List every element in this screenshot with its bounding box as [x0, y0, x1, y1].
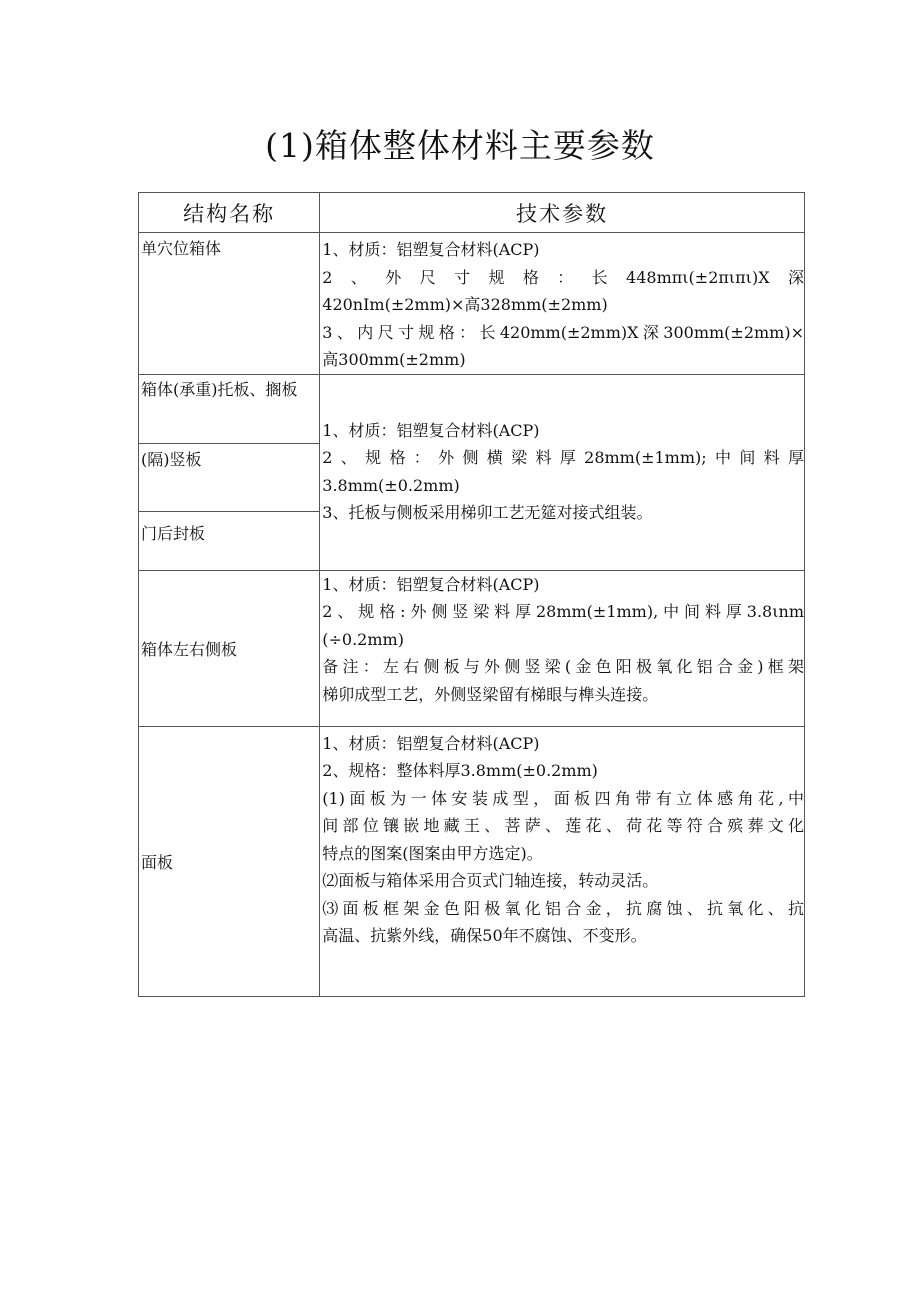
spec-line: 2、规格:外侧竖梁料厚28mm(±1mm),中间料厚3.8ιnm: [322, 602, 804, 621]
header-structure-name: 结构名称: [139, 193, 320, 233]
structure-name-cell: [139, 233, 320, 375]
spec-line: 高温、抗紫外线，确保50年不腐蚀、不变形。: [322, 926, 647, 945]
header-tech-params: 技术参数: [320, 193, 805, 233]
structure-name: 面板: [141, 852, 174, 872]
parameter-table: [138, 192, 805, 997]
spec-line: ⑶面板框架金色阳极氧化铝合金，抗腐蚀、抗氧化、抗: [322, 898, 804, 918]
spec-line: 2、规格：整体料厚3.8mm(±0.2mm): [322, 761, 598, 780]
spec-line: 间部位镶嵌地藏王、菩萨、莲花、荷花等符合殡葬文化: [322, 816, 804, 835]
spec-line: 1、材质：铝塑复合材料(ACP): [322, 420, 540, 440]
spec-line: 1、材质：铝塑复合材料(ACP): [322, 574, 540, 594]
spec-line: 1、材质：铝塑复合材料(ACP): [322, 240, 540, 259]
structure-name-cell: [139, 570, 320, 726]
structure-name-cell: [139, 374, 320, 570]
spec-cell: [320, 233, 805, 375]
spec-line: ⑵面板与箱体采用合页式门轴连接，转动灵活。: [322, 871, 659, 890]
structure-name: 箱体(承重)托板、搁板: [139, 375, 319, 444]
structure-name-cell: [139, 726, 320, 996]
structure-name: 单穴位箱体: [141, 239, 222, 258]
table-header-row: [139, 193, 805, 233]
structure-name: (隔)竖板: [139, 444, 319, 512]
table-row: [139, 374, 805, 570]
spec-line: 3、内尺寸规格：长420mm(±2mm)X深300mm(±2mm)×: [322, 322, 804, 342]
spec-line: 备注：左右侧板与外侧竖梁(金色阳极氧化铝合金)框架: [322, 657, 804, 676]
spec-line: (÷0.2mm): [322, 629, 404, 649]
table-row: [139, 570, 805, 726]
document-title: (1)箱体整体材料主要参数: [265, 126, 655, 165]
spec-line: 1、材质：铝塑复合材料(ACP): [322, 733, 540, 753]
table-row: [139, 726, 805, 996]
spec-cell: [320, 570, 805, 726]
spec-line: 梯卯成型工艺，外侧竖梁留有梯眼与榫头连接。: [322, 684, 659, 704]
spec-line: 高300mm(±2mm): [322, 350, 466, 369]
structure-name: 箱体左右侧板: [141, 639, 238, 659]
spec-line: 2、外尺寸规格：长448mπι(±2πιπι)X深: [322, 267, 804, 287]
spec-line: (1)面板为一体安装成型，面板四角带有立体感角花,中: [322, 788, 804, 808]
spec-line: 420nIm(±2mm)×高328mm(±2mm): [322, 295, 608, 314]
spec-line: 2、规格：外侧横梁料厚28mm(±1mm);中间料厚: [322, 448, 804, 467]
spec-line: 3.8mm(±0.2mm): [322, 475, 460, 495]
spec-cell: [320, 726, 805, 996]
spec-line: 特点的图案(图案由甲方选定)。: [322, 843, 543, 863]
table-row: [139, 233, 805, 375]
spec-cell: [320, 374, 805, 570]
spec-line: 3、托板与侧板采用梯卯工艺无筵对接式组装。: [322, 503, 653, 522]
structure-name: 门后封板: [141, 523, 206, 543]
